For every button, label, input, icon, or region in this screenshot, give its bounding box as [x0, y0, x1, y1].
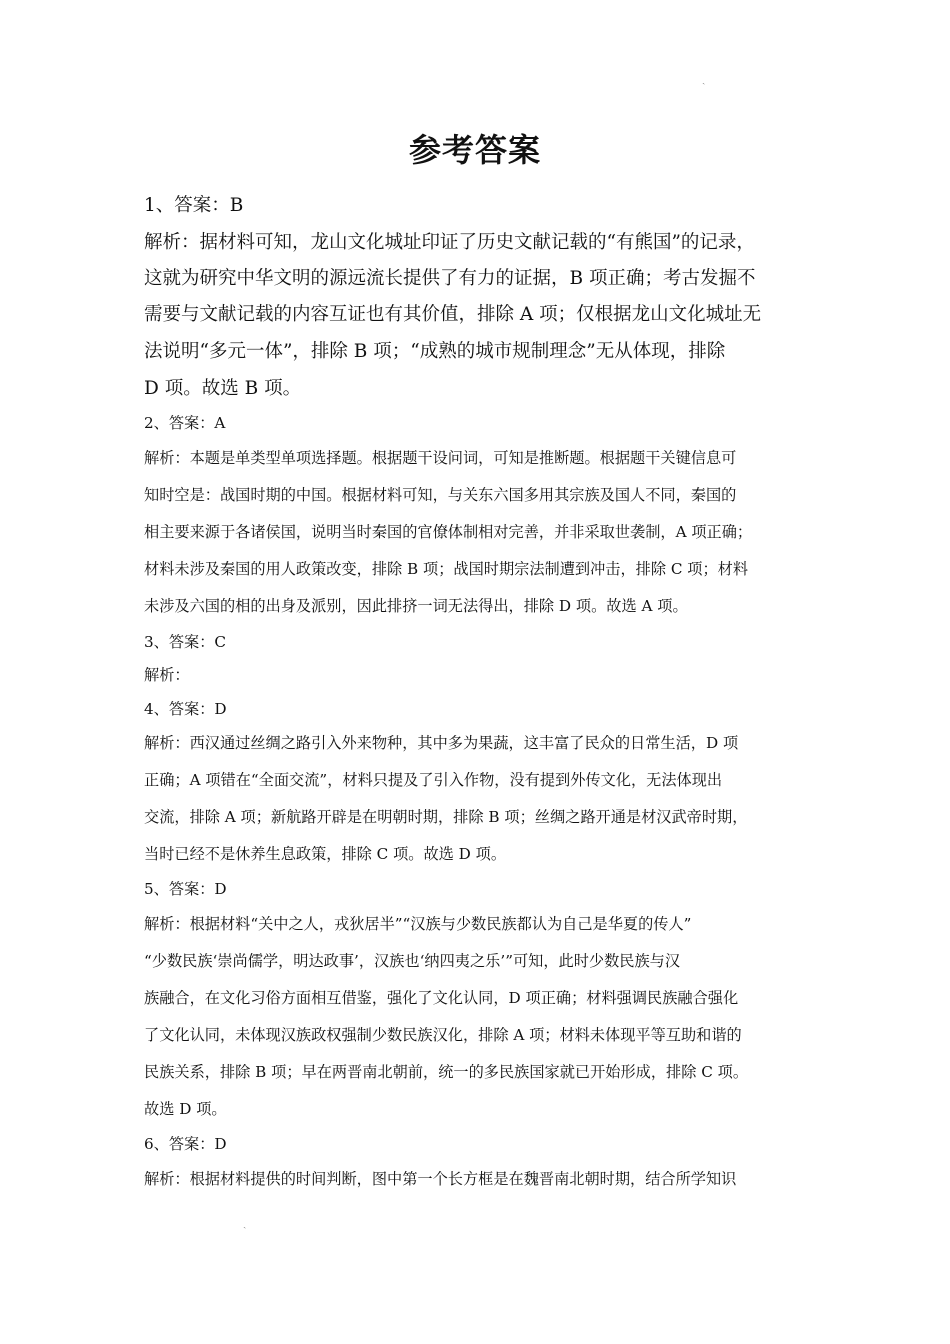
answer-1-text-line: 法说明“多元一体”，排除 B 项；“成熟的城市规制理念”无从体现，排除 — [144, 341, 726, 362]
answer-5-text-line: 了文化认同，未体现汉族政权强制少数民族汉化，排除 A 项；材料未体现平等互助和谐的 — [144, 1026, 742, 1044]
answer-1-text-line: 需要与文献记载的内容互证也有其价值，排除 A 项；仅根据龙山文化城址无 — [144, 304, 762, 325]
answer-5-heading: 5、答案：D — [144, 880, 227, 898]
answer-2-text-line: 材料未涉及秦国的用人政策改变，排除 B 项；战国时期宗法制遭到冲击，排除 C 项；材料 — [144, 560, 749, 578]
answer-1-text-line: 解析：据材料可知，龙山文化城址印证了历史文献记载的“有熊国”的记录， — [144, 232, 755, 253]
answer-4-text-line: 交流，排除 A 项；新航路开辟是在明朝时期，排除 B 项；丝绸之路开通是材汉武帝时期， — [144, 808, 748, 826]
answer-3-heading: 3、答案：C — [144, 633, 227, 651]
corner-mark: ˎ — [702, 74, 706, 85]
answer-2-text-line: 解析：本题是单类型单项选择题。根据题干设问词，可知是推断题。根据题干关键信息可 — [144, 449, 737, 467]
corner-mark: ˎ — [243, 1218, 247, 1229]
answer-3-text-line: 解析： — [144, 666, 190, 684]
page-title: 参考答案 — [408, 131, 541, 169]
answer-1-heading: 1、答案：B — [144, 195, 244, 216]
answer-4-text-line: 当时已经不是休养生息政策，排除 C 项。故选 D 项。 — [144, 845, 507, 863]
answer-5-text-line: “少数民族‘崇尚儒学，明达政事’，汉族也‘纳四夷之乐’”可知，此时少数民族与汉 — [144, 952, 681, 970]
answer-2-text-line: 知时空是：战国时期的中国。根据材料可知，与关东六国多用其宗族及国人不同，秦国的 — [144, 486, 737, 504]
answer-2-text-line: 未涉及六国的相的出身及派别，因此排挤一词无法得出，排除 D 项。故选 A 项。 — [144, 597, 688, 615]
answer-6-heading: 6、答案：D — [144, 1135, 227, 1153]
answer-5-text-line: 解析：根据材料“关中之人，戎狄居半”“汉族与少数民族都认为自己是华夏的传人” — [144, 915, 692, 933]
answer-2-heading: 2、答案：A — [144, 414, 226, 432]
answer-4-heading: 4、答案：D — [144, 700, 227, 718]
answer-1-text-line: 这就为研究中华文明的源远流长提供了有力的证据，B 项正确；考古发掘不 — [144, 268, 756, 289]
answer-5-text-line: 民族关系，排除 B 项；早在两晋南北朝前，统一的多民族国家就已开始形成，排除 C 项。 — [144, 1063, 749, 1081]
answer-4-text-line: 解析：西汉通过丝绸之路引入外来物种，其中多为果蔬，这丰富了民众的日常生活，D 项 — [144, 734, 739, 752]
answer-1-text-line: D 项。故选 B 项。 — [144, 378, 302, 399]
answer-5-text-line: 族融合，在文化习俗方面相互借鉴，强化了文化认同，D 项正确；材料强调民族融合强化 — [144, 989, 739, 1007]
answer-4-text-line: 正确；A 项错在“全面交流”，材料只提及了引入作物，没有提到外传文化，无法体现出 — [144, 771, 723, 789]
answer-2-text-line: 相主要来源于各诸侯国，说明当时秦国的官僚体制相对完善，并非采取世袭制，A 项正确； — [144, 523, 753, 541]
answer-5-text-line: 故选 D 项。 — [144, 1100, 227, 1118]
answer-6-text-line: 解析：根据材料提供的时间判断，图中第一个长方框是在魏晋南北朝时期，结合所学知识 — [144, 1170, 737, 1188]
